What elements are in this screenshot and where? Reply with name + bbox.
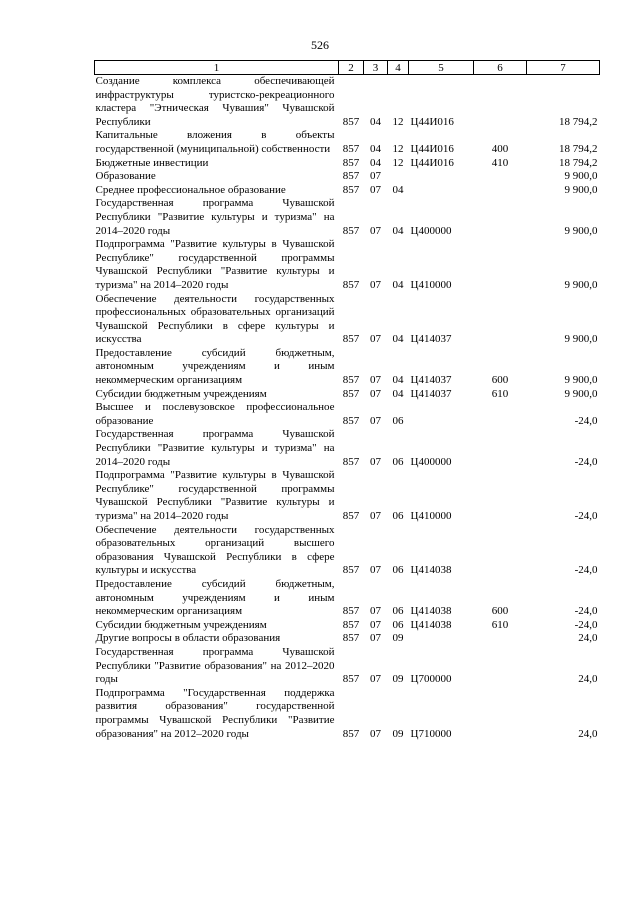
cell-name: Капитальные вложения в объекты государственной (муниципальной) собственности: [95, 129, 335, 155]
cell-amount: 18 794,2: [559, 156, 598, 169]
cell-subsection-code: 04: [392, 278, 404, 291]
cell-section-code: 07: [370, 183, 381, 196]
cell-expense-type-code: [474, 646, 527, 687]
cell-section-code: 07: [370, 605, 381, 618]
cell-name: Высшее и послевузовское профессиональное образование: [95, 401, 335, 427]
cell-expense-type-code: [474, 238, 527, 292]
cell-section-code: 07: [370, 673, 381, 686]
cell-ministry-code: 857: [342, 414, 360, 427]
cell-name: Предоставление субсидий бюджетным, автономным учреждениям и иным некоммерческим организациям: [95, 577, 335, 618]
cell-ministry-code: 857: [342, 170, 360, 183]
cell-amount: 18 794,2: [559, 115, 598, 128]
cell-name: Государственная программа Чувашской Республики "Развитие культуры и туризма" на 2014–2020 годы: [95, 428, 335, 468]
cell-target-item-code: [409, 184, 474, 198]
cell-expense-type-code: [474, 687, 527, 741]
cell-expense-type-code: 610: [491, 618, 509, 631]
cell-ministry-code: 857: [342, 387, 360, 400]
cell-expense-type-code: [474, 401, 527, 428]
cell-expense-type-code: 410: [491, 156, 509, 169]
cell-ministry-code: 857: [342, 278, 360, 291]
cell-name: Обеспечение деятельности государственных образовательных организаций высшего образования Чувашской Республики в сфере культуры и искусства: [95, 523, 335, 577]
cell-section-code: 07: [370, 333, 381, 346]
cell-amount: 9 900,0: [564, 278, 598, 291]
cell-expense-type-code: [474, 524, 527, 578]
cell-subsection-code: 06: [392, 564, 404, 577]
column-header-subsection: 4: [388, 61, 409, 75]
cell-amount: 24,0: [578, 727, 598, 740]
cell-amount: 9 900,0: [564, 387, 598, 400]
cell-subsection-code: 12: [392, 142, 404, 155]
cell-ministry-code: 857: [342, 183, 360, 196]
cell-ministry-code: 857: [342, 632, 360, 645]
cell-ministry-code: 857: [342, 510, 360, 522]
table-header-row: [95, 61, 600, 75]
cell-section-code: 07: [370, 374, 381, 387]
cell-target-item-code: Ц414037: [410, 387, 452, 400]
column-header-expense-type: 6: [474, 61, 527, 75]
table-row: [95, 293, 600, 347]
cell-name: Бюджетные инвестиции: [95, 156, 209, 169]
cell-target-item-code: Ц414038: [410, 564, 452, 577]
cell-section-code: 07: [370, 278, 381, 291]
cell-section-code: 07: [370, 510, 381, 522]
cell-name: Субсидии бюджетным учреждениям: [95, 387, 267, 400]
cell-name: Подпрограмма "Развитие культуры в Чувашской Республике" государственной программы Чувашской Республики "Развитие культуры и туризма" на 2014–2020 годы: [95, 238, 335, 291]
table-row: [95, 578, 600, 619]
table-row: [95, 129, 600, 156]
cell-expense-type-code: [474, 170, 527, 184]
cell-subsection-code: 06: [392, 605, 404, 618]
table-row: [95, 428, 600, 469]
cell-amount: -24,0: [574, 564, 598, 577]
cell-subsection-code: 04: [392, 183, 404, 196]
cell-ministry-code: 857: [342, 618, 360, 631]
cell-section-code: 07: [370, 414, 381, 427]
cell-name: Подпрограмма "Государственная поддержка развития образования" государственной программы Чувашской Республики "Развитие образования" на 2012–2020 годы: [95, 686, 335, 740]
cell-name: Обеспечение деятельности государственных профессиональных образовательных организаций Чувашской Республики в сфере культуры и искусства: [95, 292, 335, 346]
cell-target-item-code: Ц700000: [410, 673, 452, 686]
cell-ministry-code: 857: [342, 455, 360, 468]
cell-subsection-code: 09: [392, 632, 404, 645]
cell-amount: -24,0: [574, 455, 598, 468]
table-row: [95, 157, 600, 171]
cell-expense-type-code: 400: [491, 142, 509, 155]
cell-amount: 9 900,0: [564, 224, 598, 237]
cell-name: Субсидии бюджетным учреждениям: [95, 618, 267, 631]
cell-subsection-code: 04: [392, 374, 404, 387]
column-header-target-item: 5: [409, 61, 474, 75]
table-row: [95, 619, 600, 633]
cell-section-code: 07: [370, 727, 381, 740]
cell-target-item-code: Ц414037: [410, 333, 452, 346]
cell-subsection-code: 04: [392, 333, 404, 346]
cell-ministry-code: 857: [342, 224, 360, 237]
cell-ministry-code: 857: [342, 673, 360, 686]
budget-table: [94, 60, 600, 741]
cell-expense-type-code: [474, 632, 527, 646]
cell-subsection-code: 12: [392, 115, 404, 128]
cell-section-code: 04: [370, 156, 381, 169]
cell-subsection-code: 06: [392, 510, 404, 522]
table-row: [95, 469, 600, 523]
cell-amount: 9 900,0: [564, 170, 598, 183]
cell-target-item-code: Ц410000: [410, 278, 452, 291]
cell-ministry-code: 857: [342, 605, 360, 618]
cell-subsection-code: 06: [392, 414, 404, 427]
cell-name: Образование: [95, 170, 156, 183]
cell-expense-type-code: [474, 469, 527, 523]
cell-target-item-code: Ц710000: [410, 727, 452, 740]
page-number: 526: [311, 38, 329, 52]
table-row: [95, 184, 600, 198]
column-header-name: 1: [95, 61, 339, 75]
cell-amount: 18 794,2: [559, 142, 598, 155]
cell-ministry-code: 857: [342, 115, 360, 128]
cell-section-code: 04: [370, 142, 381, 155]
column-header-ministry: 2: [339, 61, 364, 75]
table-row: [95, 524, 600, 578]
cell-section-code: 07: [370, 387, 381, 400]
cell-section-code: 07: [370, 564, 381, 577]
table-row: [95, 388, 600, 402]
table-row: [95, 687, 600, 741]
cell-amount: 9 900,0: [564, 333, 598, 346]
cell-expense-type-code: [474, 293, 527, 347]
cell-expense-type-code: 600: [491, 374, 509, 387]
cell-target-item-code: [409, 170, 474, 184]
cell-subsection-code: 04: [392, 224, 404, 237]
column-header-section: 3: [364, 61, 388, 75]
cell-ministry-code: 857: [342, 156, 360, 169]
cell-amount: -24,0: [574, 605, 598, 618]
cell-subsection-code: 09: [392, 727, 404, 740]
cell-ministry-code: 857: [342, 564, 360, 577]
cell-subsection-code: 06: [392, 618, 404, 631]
cell-amount: 9 900,0: [564, 183, 598, 196]
table-row: [95, 75, 600, 130]
cell-section-code: 07: [370, 455, 381, 468]
cell-target-item-code: [409, 632, 474, 646]
cell-target-item-code: Ц414038: [410, 618, 452, 631]
cell-name: Среднее профессиональное образование: [95, 183, 286, 196]
cell-section-code: 07: [370, 170, 381, 183]
table-row: [95, 197, 600, 238]
cell-target-item-code: Ц414038: [410, 605, 452, 618]
cell-ministry-code: 857: [342, 333, 360, 346]
cell-target-item-code: Ц44И016: [410, 156, 454, 169]
cell-subsection-code: 09: [392, 673, 404, 686]
cell-amount: -24,0: [574, 510, 598, 522]
cell-target-item-code: Ц44И016: [410, 142, 454, 155]
table-row: [95, 170, 600, 184]
cell-amount: -24,0: [574, 414, 598, 427]
cell-expense-type-code: [474, 184, 527, 198]
column-header-amount: 7: [527, 61, 600, 75]
cell-target-item-code: Ц400000: [410, 224, 452, 237]
cell-expense-type-code: 600: [491, 605, 509, 618]
cell-target-item-code: Ц400000: [410, 455, 452, 468]
cell-expense-type-code: [474, 428, 527, 469]
table-row: [95, 401, 600, 428]
cell-subsection-code: 04: [392, 387, 404, 400]
cell-name: Государственная программа Чувашской Республики "Развитие образования" на 2012–2020 годы: [95, 645, 335, 686]
cell-section-code: 07: [370, 632, 381, 645]
cell-name: Государственная программа Чувашской Республики "Развитие культуры и туризма" на 2014–2020 годы: [95, 197, 335, 237]
cell-amount: -24,0: [574, 618, 598, 631]
cell-subsection-code: 06: [392, 455, 404, 468]
cell-ministry-code: 857: [342, 142, 360, 155]
table-row: [95, 632, 600, 646]
table-row: [95, 238, 600, 292]
cell-target-item-code: [409, 401, 474, 428]
cell-amount: 24,0: [578, 673, 598, 686]
cell-expense-type-code: 610: [491, 387, 509, 400]
cell-ministry-code: 857: [342, 374, 360, 387]
cell-target-item-code: Ц414037: [410, 374, 452, 387]
cell-section-code: 07: [370, 618, 381, 631]
cell-name: Предоставление субсидий бюджетным, автономным учреждениям и иным некоммерческим организациям: [95, 346, 335, 387]
table-body: [95, 75, 600, 742]
cell-section-code: 04: [370, 115, 381, 128]
cell-amount: 24,0: [578, 632, 598, 645]
cell-expense-type-code: [474, 197, 527, 238]
cell-subsection-code: [388, 170, 409, 184]
cell-name: Создание комплекса обеспечивающей инфраструктуры туристско-рекреационного кластера "Этническая Чувашия" Чувашской Республики: [95, 75, 335, 128]
cell-name: Подпрограмма "Развитие культуры в Чувашской Республике" государственной программы Чувашской Республики "Развитие культуры и туризма" на 2014–2020 годы: [95, 469, 335, 522]
cell-name: Другие вопросы в области образования: [95, 632, 281, 645]
cell-subsection-code: 12: [392, 156, 404, 169]
cell-section-code: 07: [370, 224, 381, 237]
cell-expense-type-code: [474, 75, 527, 130]
cell-target-item-code: Ц410000: [410, 510, 452, 522]
cell-target-item-code: Ц44И016: [410, 115, 454, 128]
table-row: [95, 646, 600, 687]
cell-ministry-code: 857: [342, 727, 360, 740]
table-row: [95, 347, 600, 388]
cell-amount: 9 900,0: [564, 374, 598, 387]
